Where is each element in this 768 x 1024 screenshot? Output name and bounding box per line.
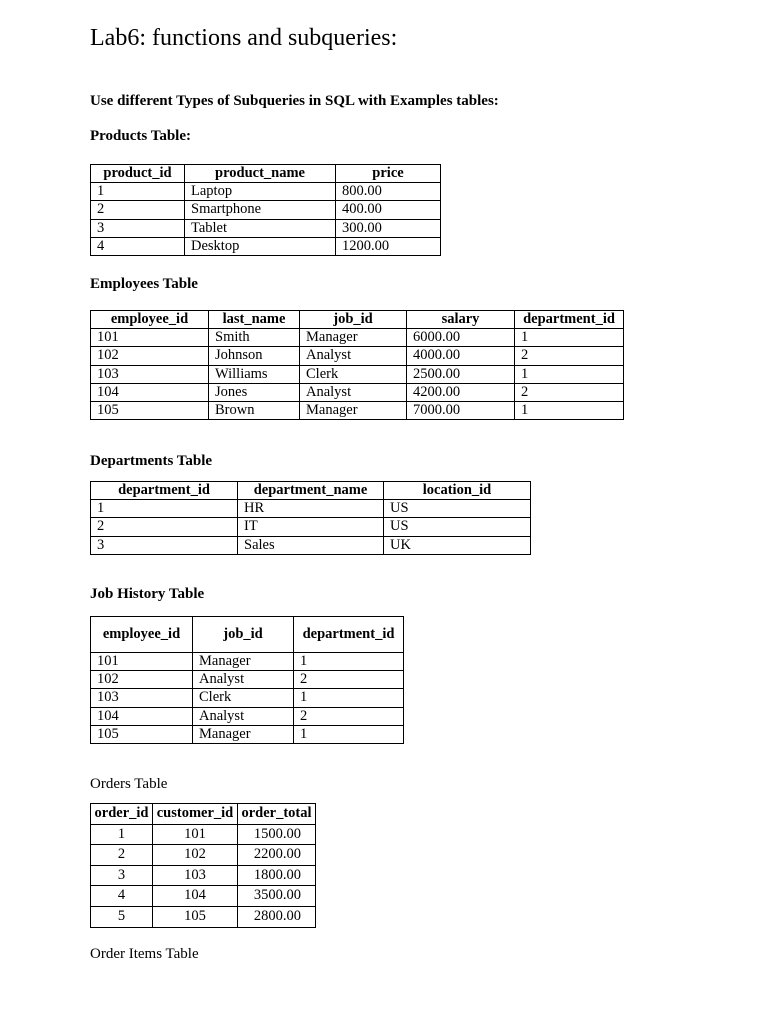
- table-cell: 102: [91, 347, 209, 365]
- column-header: job_id: [300, 311, 407, 329]
- table-row: [91, 329, 624, 347]
- orders-table: [90, 803, 316, 928]
- table-row: [91, 725, 404, 743]
- table-cell: Manager: [300, 402, 407, 420]
- table-cell: 2: [91, 201, 185, 219]
- table-cell: 102: [91, 671, 193, 689]
- table-row: [91, 383, 624, 401]
- table-row: [91, 402, 624, 420]
- products-heading: Products Table:: [90, 128, 191, 144]
- table-cell: 105: [91, 402, 209, 420]
- table-cell: 800.00: [336, 183, 441, 201]
- departments-table: [90, 481, 531, 555]
- table-cell: Manager: [193, 653, 294, 671]
- table-cell: 4: [91, 886, 153, 907]
- table-cell: US: [384, 500, 531, 518]
- table-cell: 5: [91, 906, 153, 927]
- table-row: [91, 201, 441, 219]
- column-header: department_id: [515, 311, 624, 329]
- table-row: [91, 365, 624, 383]
- table-cell: 1: [91, 183, 185, 201]
- table-row: [91, 906, 316, 927]
- employees-table: [90, 310, 624, 420]
- table-cell: 3500.00: [238, 886, 316, 907]
- table-header-row: [91, 311, 624, 329]
- column-header: salary: [407, 311, 515, 329]
- table-header-row: [91, 617, 404, 653]
- column-header: product_name: [185, 165, 336, 183]
- table-cell: Sales: [238, 536, 384, 554]
- table-cell: 1: [515, 329, 624, 347]
- table-cell: Johnson: [209, 347, 300, 365]
- table-cell: Analyst: [300, 383, 407, 401]
- table-cell: Clerk: [193, 689, 294, 707]
- table-cell: 1: [515, 365, 624, 383]
- table-cell: 1200.00: [336, 237, 441, 255]
- table-cell: 3: [91, 219, 185, 237]
- table-cell: Desktop: [185, 237, 336, 255]
- table-cell: UK: [384, 536, 531, 554]
- table-cell: 101: [91, 329, 209, 347]
- table-cell: HR: [238, 500, 384, 518]
- table-row: [91, 518, 531, 536]
- table-header-row: [91, 165, 441, 183]
- table-row: [91, 219, 441, 237]
- column-header: department_name: [238, 482, 384, 500]
- table-cell: 1800.00: [238, 865, 316, 886]
- table-cell: 102: [153, 845, 238, 866]
- table-cell: Analyst: [300, 347, 407, 365]
- table-cell: Williams: [209, 365, 300, 383]
- table-cell: 2: [91, 518, 238, 536]
- table-cell: 1: [294, 653, 404, 671]
- table-row: [91, 536, 531, 554]
- table-cell: Analyst: [193, 707, 294, 725]
- table-cell: 103: [91, 689, 193, 707]
- employees-heading: Employees Table: [90, 276, 198, 292]
- job-history-table: [90, 616, 404, 744]
- table-row: [91, 500, 531, 518]
- order-items-heading: Order Items Table: [90, 946, 199, 962]
- table-cell: 7000.00: [407, 402, 515, 420]
- table-cell: 103: [153, 865, 238, 886]
- table-row: [91, 183, 441, 201]
- table-cell: IT: [238, 518, 384, 536]
- table-cell: 4000.00: [407, 347, 515, 365]
- column-header: employee_id: [91, 617, 193, 653]
- table-cell: 104: [153, 886, 238, 907]
- table-cell: Smartphone: [185, 201, 336, 219]
- table-cell: Manager: [193, 725, 294, 743]
- table-cell: 2: [294, 671, 404, 689]
- table-cell: 2800.00: [238, 906, 316, 927]
- table-cell: 105: [153, 906, 238, 927]
- page-title: Lab6: functions and subqueries:: [90, 25, 398, 51]
- table-cell: 104: [91, 383, 209, 401]
- table-cell: 4: [91, 237, 185, 255]
- table-cell: 1: [294, 689, 404, 707]
- column-header: customer_id: [153, 804, 238, 825]
- table-row: [91, 653, 404, 671]
- column-header: last_name: [209, 311, 300, 329]
- table-header-row: [91, 482, 531, 500]
- column-header: order_total: [238, 804, 316, 825]
- table-row: [91, 824, 316, 845]
- table-row: [91, 707, 404, 725]
- column-header: department_id: [294, 617, 404, 653]
- table-cell: Jones: [209, 383, 300, 401]
- job-history-heading: Job History Table: [90, 586, 205, 602]
- intro-heading: Use different Types of Subqueries in SQL with Examples tables:: [90, 93, 499, 109]
- column-header: product_id: [91, 165, 185, 183]
- table-row: [91, 347, 624, 365]
- table-cell: 101: [153, 824, 238, 845]
- column-header: employee_id: [91, 311, 209, 329]
- table-cell: US: [384, 518, 531, 536]
- orders-heading: Orders Table: [90, 776, 168, 792]
- table-cell: Clerk: [300, 365, 407, 383]
- table-cell: 103: [91, 365, 209, 383]
- column-header: location_id: [384, 482, 531, 500]
- table-cell: 104: [91, 707, 193, 725]
- departments-heading: Departments Table: [90, 453, 213, 469]
- table-cell: 2500.00: [407, 365, 515, 383]
- table-cell: Smith: [209, 329, 300, 347]
- products-table: [90, 164, 441, 256]
- table-cell: 300.00: [336, 219, 441, 237]
- table-cell: 1500.00: [238, 824, 316, 845]
- table-cell: 2: [515, 383, 624, 401]
- table-cell: 3: [91, 536, 238, 554]
- table-cell: 105: [91, 725, 193, 743]
- table-row: [91, 689, 404, 707]
- table-cell: 2: [515, 347, 624, 365]
- table-cell: 101: [91, 653, 193, 671]
- table-cell: 400.00: [336, 201, 441, 219]
- table-cell: 3: [91, 865, 153, 886]
- table-cell: 1: [91, 824, 153, 845]
- table-cell: 1: [294, 725, 404, 743]
- table-cell: 2: [91, 845, 153, 866]
- table-cell: Brown: [209, 402, 300, 420]
- table-row: [91, 671, 404, 689]
- column-header: department_id: [91, 482, 238, 500]
- table-cell: Laptop: [185, 183, 336, 201]
- table-cell: Analyst: [193, 671, 294, 689]
- table-row: [91, 845, 316, 866]
- table-cell: 6000.00: [407, 329, 515, 347]
- table-row: [91, 237, 441, 255]
- table-cell: Manager: [300, 329, 407, 347]
- table-row: [91, 865, 316, 886]
- table-header-row: [91, 804, 316, 825]
- table-cell: 2: [294, 707, 404, 725]
- table-cell: 2200.00: [238, 845, 316, 866]
- column-header: order_id: [91, 804, 153, 825]
- table-cell: 1: [91, 500, 238, 518]
- table-cell: 4200.00: [407, 383, 515, 401]
- table-cell: Tablet: [185, 219, 336, 237]
- table-row: [91, 886, 316, 907]
- column-header: job_id: [193, 617, 294, 653]
- column-header: price: [336, 165, 441, 183]
- table-cell: 1: [515, 402, 624, 420]
